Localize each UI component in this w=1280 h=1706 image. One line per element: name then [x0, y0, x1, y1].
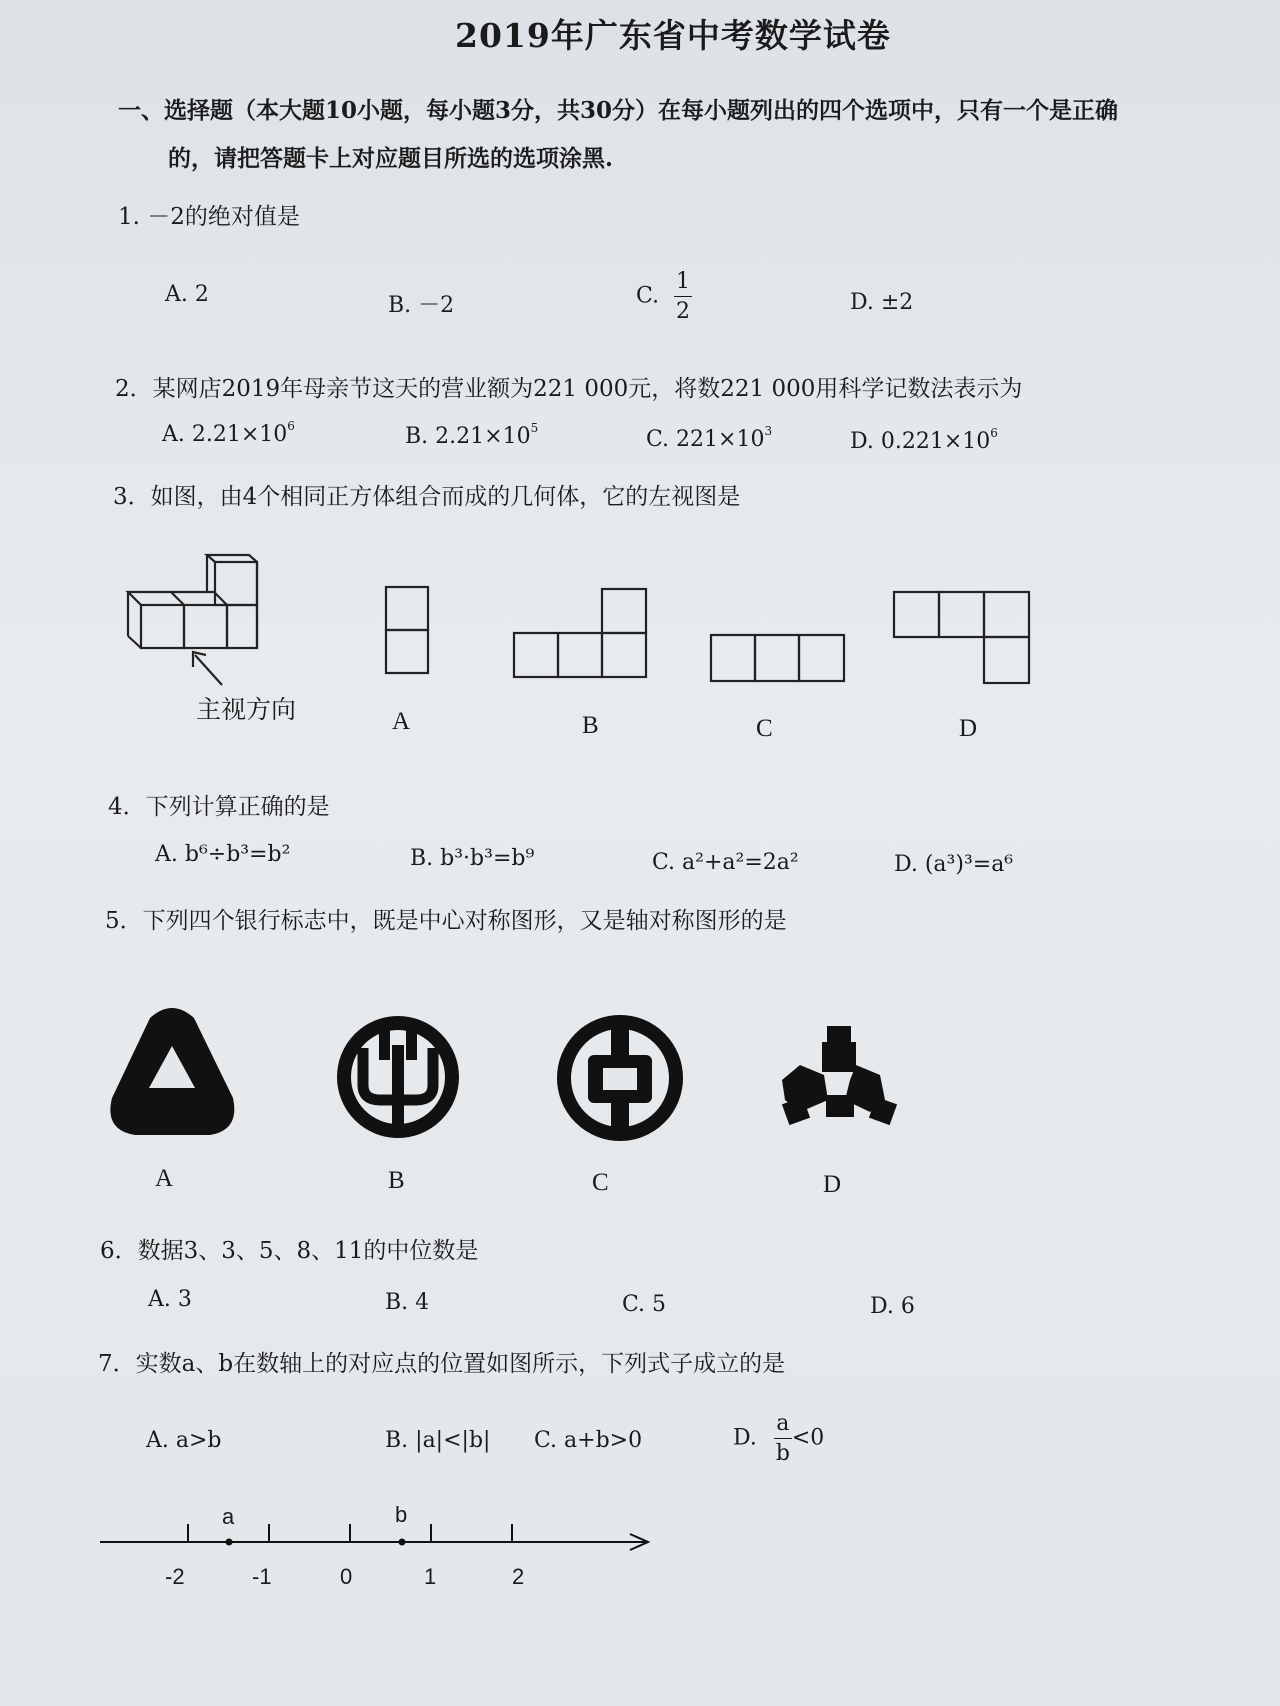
q7-point-b: [399, 1539, 406, 1546]
q1-c-numerator: 1: [676, 269, 691, 294]
question-1-text: 1. －2的绝对值是: [118, 204, 300, 230]
q6-option-c: C. 5: [622, 1292, 667, 1317]
q7-option-b: B. |a|<|b|: [385, 1428, 491, 1453]
section-instructions-line1: 一、选择题（本大题10小题，每小题3分，共30分）在每小题列出的四个选项中，只有一个是正确: [118, 97, 1119, 124]
question-7-text: 7．实数a、b在数轴上的对应点的位置如图所示，下列式子成立的是: [98, 1351, 786, 1377]
q1-c-denominator: 2: [676, 299, 691, 325]
q7-option-d-fraction: [774, 1412, 792, 1465]
section-instructions-line2: 的，请把答题卡上对应题目所选的选项涂黑.: [168, 145, 614, 172]
q4-option-b: B. b³·b³=b⁹: [410, 846, 535, 871]
q5-label-b: B: [388, 1167, 405, 1194]
q7-tick-neg2: -2: [165, 1564, 185, 1589]
q6-option-d: D. 6: [870, 1294, 915, 1319]
q6-option-b: B. 4: [385, 1290, 430, 1315]
q4-option-d: D. (a³)³=a⁶: [894, 852, 1014, 877]
q1-option-a: A. 2: [165, 282, 209, 307]
q7-tick-1: 1: [424, 1564, 437, 1589]
page-title: 2019年广东省中考数学试卷: [455, 16, 891, 55]
q7-label-b: b: [395, 1502, 408, 1527]
question-6-text: 6．数据3、3、5、8、11的中位数是: [100, 1238, 479, 1264]
q7-option-d: [733, 1412, 824, 1465]
q3-label-d: D: [959, 715, 978, 742]
q2-option-b: B. $2.21\times 10^5$: [405, 420, 539, 449]
q3-main-view-caption: 主视方向: [196, 695, 297, 724]
q3-option-d-figure: [894, 592, 1029, 683]
q7-tick-neg1: -1: [252, 1564, 272, 1589]
q7-d-suffix: <0: [791, 1425, 825, 1451]
q7-label-a: a: [222, 1504, 235, 1529]
q7-option-c: C. a+b>0: [534, 1428, 643, 1453]
q3-solid-figure: [128, 555, 257, 648]
q3-option-b-figure: [514, 589, 646, 677]
question-4-text: 4．下列计算正确的是: [108, 794, 330, 820]
q2-option-d: D. $0.221\times 10^6$: [850, 425, 998, 454]
q7-option-a: A. a>b: [146, 1428, 222, 1453]
q3-option-a-figure: [386, 587, 428, 673]
q3-option-c-figure: [711, 635, 844, 681]
q4-option-a: A. b⁶÷b³=b²: [155, 842, 291, 867]
q3-label-c: C: [756, 715, 773, 742]
q5-logo-d: [782, 1026, 897, 1125]
q4-option-c: C. a²+a²=2a²: [652, 850, 799, 875]
q7-tick-2: 2: [512, 1564, 525, 1589]
q6-option-a: A. 3: [148, 1287, 192, 1312]
q2-option-c: C. $221\times 10^3$: [646, 423, 773, 452]
q1-option-d: D. ±2: [850, 290, 914, 315]
q7-d-numerator: a: [776, 1411, 790, 1436]
q7-d-denominator: b: [775, 1441, 790, 1467]
q5-logo-a: [110, 1008, 234, 1135]
q7-tick-0: 0: [340, 1564, 353, 1589]
q5-label-c: C: [592, 1169, 609, 1196]
q7-point-a: [226, 1539, 233, 1546]
question-2-text: 2．某网店2019年母亲节这天的营业额为221 000元，将数221 000用科学记数法表示为: [115, 376, 1023, 402]
q3-label-b: B: [582, 712, 599, 739]
q1-option-c-prefix: C.: [636, 283, 660, 309]
q1-option-b: B. －2: [388, 293, 455, 318]
q5-logo-c: [564, 1020, 676, 1138]
q5-label-a: A: [155, 1165, 174, 1192]
q7-number-line: [100, 1524, 648, 1550]
q7-option-d-prefix: D.: [733, 1425, 757, 1451]
question-5-text: 5．下列四个银行标志中，既是中心对称图形，又是轴对称图形的是: [105, 908, 787, 934]
q5-label-d: D: [823, 1171, 842, 1198]
q2-option-a: A. $2.21\times 10^6$: [162, 418, 295, 447]
question-3-text: 3．如图，由4个相同正方体组合而成的几何体，它的左视图是: [113, 484, 741, 510]
q5-logo-b: [344, 1020, 452, 1131]
q3-label-a: A: [392, 708, 411, 735]
